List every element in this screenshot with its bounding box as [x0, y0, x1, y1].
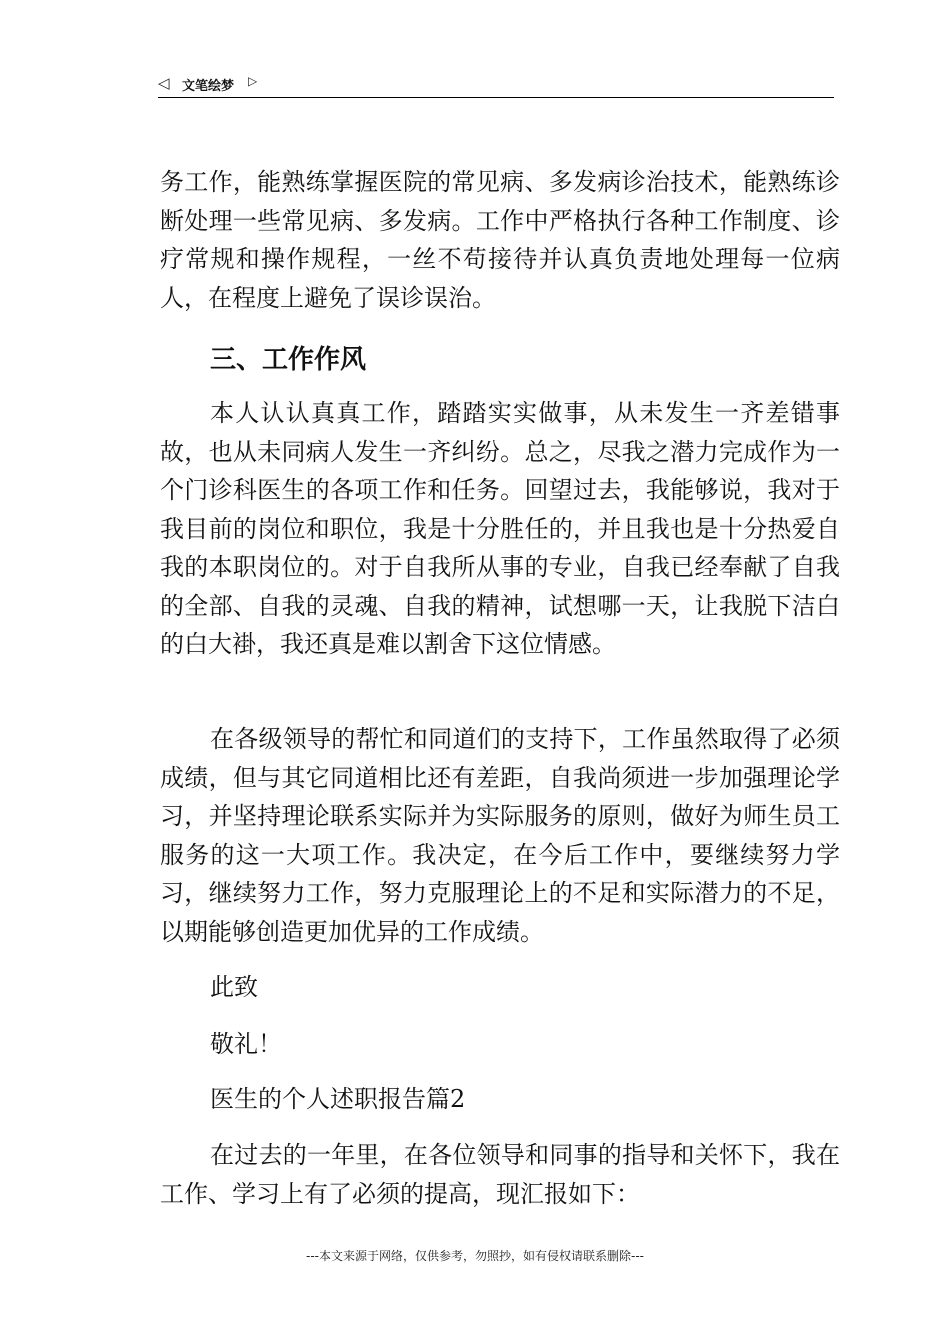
closing-salutation: 此致 [210, 973, 258, 1001]
paragraph-2: 本人认认真真工作，踏踏实实做事，从未发生一齐差错事故，也从未同病人发生一齐纠纷。总之，尽我之潜力完成作为一个门诊科医生的各项工作和任务。回望过去，我能够说，我对于我目前的岗位和职位，我是十分胜任的，并且我也是十分热爱自我的本职岗位的。对于自我所从事的专业，自我已经奉献了自我的全部、自我的灵魂、自我的精神，试想哪一天，让我脱下洁白的白大褂，我还真是难以割舍下这位情感。 [160, 399, 840, 658]
page-header [158, 72, 834, 98]
paragraph-1: 务工作，能熟练掌握医院的常见病、多发病诊治技术，能熟练诊断处理一些常见病、多发病。工作中严格执行各种工作制度、诊疗常规和操作规程，一丝不苟接待并认真负责地处理每一位病人，在程度上避免了误诊误治。 [160, 168, 840, 312]
left-triangle-icon: ◁ [158, 74, 170, 92]
closing-regards: 敬礼！ [210, 1030, 282, 1058]
page-footer: ---本文来源于网络，仅供参考，勿照抄，如有侵权请联系删除--- [306, 1249, 644, 1263]
right-triangle-icon: ▷ [248, 74, 258, 88]
paragraph-6-block [160, 1080, 840, 1119]
paragraph-1-block [160, 163, 840, 317]
paragraph-7-block [160, 1136, 840, 1213]
paragraph-5-block [160, 1025, 840, 1064]
article-subtitle: 医生的个人述职报告篇2 [210, 1085, 466, 1113]
paragraph-2-block [160, 394, 840, 664]
header-divider [158, 97, 834, 98]
header-title: 文笔绘梦 [182, 79, 235, 94]
paragraph-3: 在各级领导的帮忙和同道们的支持下，工作虽然取得了必须成绩，但与其它同道相比还有差距，自我尚须进一步加强理论学习，并坚持理论联系实际并为实际服务的原则，做好为师生员工服务的这一大项工作。我决定，在今后工作中，要继续努力学习，继续努力工作，努力克服理论上的不足和实际潜力的不足，以期能够创造更加优异的工作成绩。 [160, 725, 840, 946]
section-heading: 三、工作作风 [210, 345, 367, 375]
paragraph-7: 在过去的一年里，在各位领导和同事的指导和关怀下，我在工作、学习上有了必须的提高，现汇报如下： [160, 1141, 840, 1208]
paragraph-4-block [160, 968, 840, 1007]
paragraph-3-block [160, 720, 840, 951]
